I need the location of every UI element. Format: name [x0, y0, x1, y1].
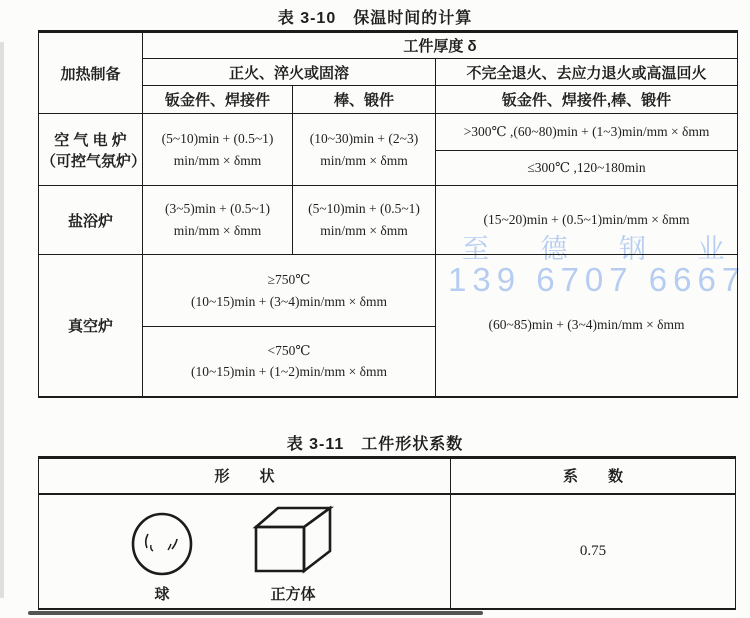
table-3-10	[38, 30, 738, 398]
row-label-air-furnace	[39, 114, 147, 186]
header-col-bar-forging: 棒、锻件	[293, 86, 436, 114]
header-group-normalizing: 正火、淬火或固溶	[143, 59, 436, 86]
row-label-salt-bath: 盐浴炉	[39, 186, 143, 255]
watermark-phone: 139 6707 6667	[448, 261, 747, 298]
row-label-vacuum-furnace: 真空炉	[39, 255, 143, 397]
shape-figures	[39, 499, 450, 604]
vacuum-cold-temp: <750℃	[267, 342, 311, 358]
table-3-11-title: 表 3-11 工件形状系数	[286, 436, 464, 453]
formula-line: min/mm × δmm	[173, 223, 262, 238]
header-group-annealing: 不完全退火、去应力退火或高温回火	[436, 59, 738, 86]
formula-line: (3~5)min + (0.5~1)	[164, 201, 271, 217]
watermark-company: 至 德 钢 业	[462, 234, 747, 264]
air-furnace-label-line2: （可控气氛炉）	[41, 152, 147, 170]
header-coefficient: 系 数	[451, 458, 736, 494]
cell-salt-bar-formula	[293, 186, 436, 255]
header-shape: 形 状	[39, 458, 451, 494]
header-col-sheet-weld: 钣金件、焊接件	[143, 86, 293, 114]
formula-line: (5~10)min + (0.5~1)	[161, 130, 274, 146]
vacuum-hot-temp: ≥750℃	[267, 271, 311, 287]
table-3-11	[38, 456, 736, 610]
header-equipment: 加热制备	[39, 32, 143, 114]
header-thickness: 工件厚度 δ	[143, 32, 738, 59]
cell-salt-sheet-formula	[143, 186, 293, 255]
scan-edge-artifact	[0, 42, 4, 598]
sphere-label: 球	[154, 585, 170, 603]
cell-salt-right-formula: (15~20)min + (0.5~1)min/mm × δmm	[436, 186, 738, 255]
sphere-icon	[125, 511, 199, 577]
vacuum-cold-formula: (10~15)min + (1~2)min/mm × δmm	[191, 364, 387, 380]
cell-vacuum-cold	[143, 327, 436, 397]
cell-air-sheet-formula	[143, 114, 293, 186]
vacuum-hot-formula: (10~15)min + (3~4)min/mm × δmm	[191, 293, 387, 309]
cube-label: 正方体	[270, 585, 316, 603]
cube-icon	[251, 503, 335, 577]
cube-figure	[251, 503, 335, 604]
shape-cell	[39, 494, 451, 609]
sphere-figure	[125, 511, 199, 604]
cell-vacuum-right-formula: (60~85)min + (3~4)min/mm × δmm	[436, 255, 738, 397]
formula-line: min/mm × δmm	[173, 152, 262, 168]
coefficient-value: 0.75	[451, 494, 736, 609]
cell-air-right-below-300: ≤300℃ ,120~180min	[436, 151, 738, 186]
formula-line: (10~30)min + (2~3)	[309, 130, 419, 146]
table-3-10-title: 表 3-10 保温时间的计算	[277, 10, 473, 27]
cell-air-right-above-300: >300℃ ,(60~80)min + (1~3)min/mm × δmm	[436, 114, 738, 151]
formula-line: min/mm × δmm	[320, 223, 408, 238]
formula-line: (5~10)min + (0.5~1)	[308, 201, 420, 217]
cell-vacuum-hot	[143, 255, 436, 327]
scan-bottom-artifact	[28, 611, 483, 615]
header-col-all-parts: 钣金件、焊接件,棒、锻件	[436, 86, 738, 114]
cell-air-bar-formula	[293, 114, 436, 186]
air-furnace-label-line1: 空 气 电 炉	[54, 131, 127, 149]
formula-line: min/mm × δmm	[320, 152, 408, 168]
